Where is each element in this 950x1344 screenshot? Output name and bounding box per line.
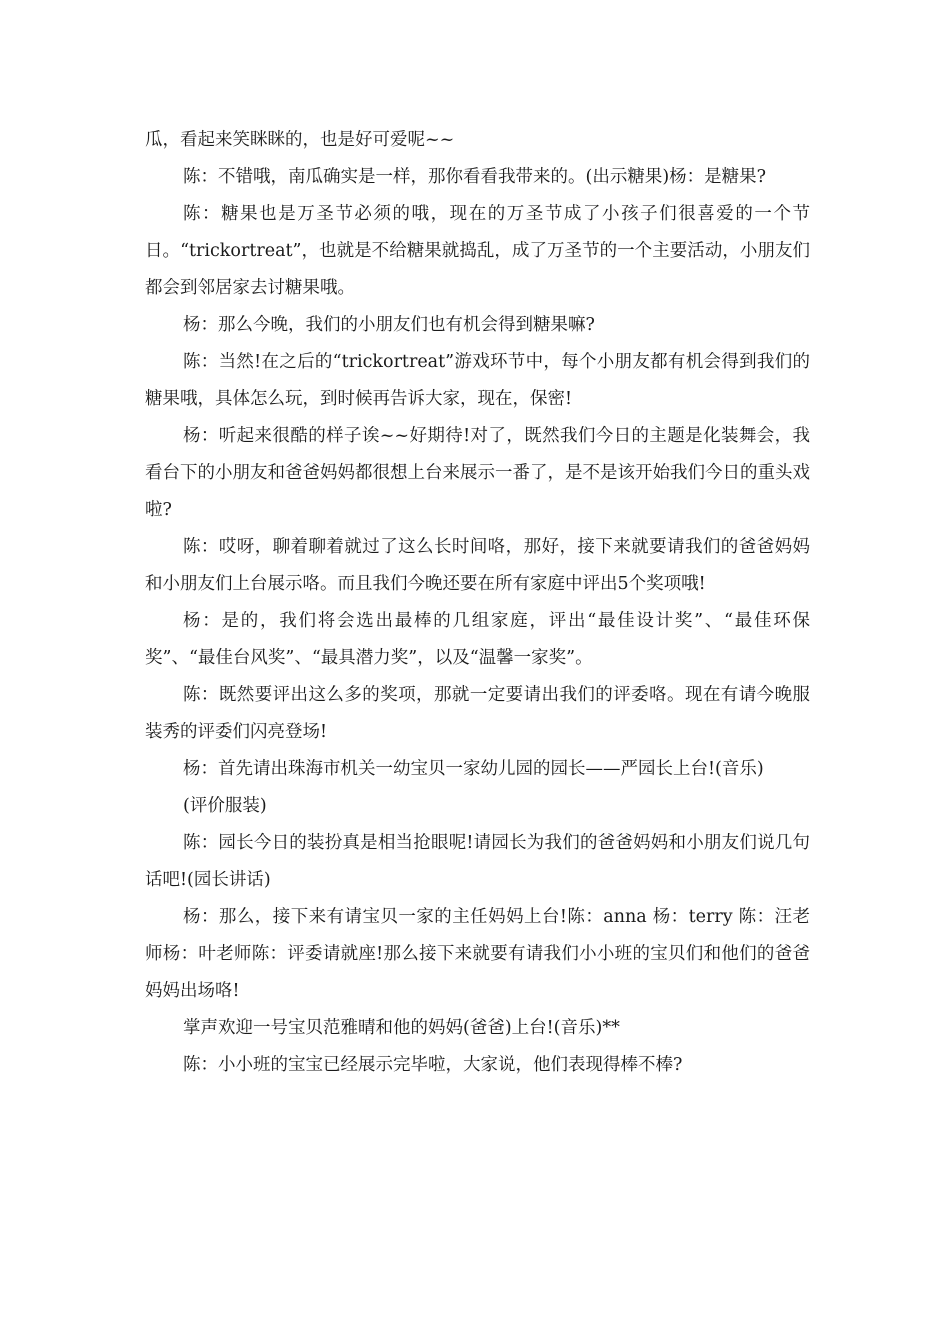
paragraph-2: 陈：不错哦，南瓜确实是一样，那你看看我带来的。(出示糖果)杨：是糖果? <box>183 167 767 187</box>
paragraph-8: 杨：是的，我们将会选出最棒的几组家庭，评出“最佳设计奖”、“最佳环保奖”、“最佳台风奖”、“最具潜力奖”，以及“温馨一家奖”。 <box>145 611 810 668</box>
paragraph-15: 陈：小小班的宝宝已经展示完毕啦，大家说，他们表现得棒不棒? <box>183 1055 683 1075</box>
paragraph-9: 陈：既然要评出这么多的奖项，那就一定要请出我们的评委咯。现在有请今晚服装秀的评委们闪亮登场! <box>145 685 810 742</box>
document-body <box>145 122 810 1084</box>
paragraph-14: 掌声欢迎一号宝贝范雅晴和他的妈妈(爸爸)上台!(音乐)** <box>183 1018 620 1038</box>
paragraph-7: 陈：哎呀，聊着聊着就过了这么长时间咯，那好，接下来就要请我们的爸爸妈妈和小朋友们上台展示咯。而且我们今晚还要在所有家庭中评出5个奖项哦! <box>145 537 810 594</box>
paragraph-6: 杨：听起来很酷的样子诶~~好期待!对了，既然我们今日的主题是化装舞会，我看台下的小朋友和爸爸妈妈都很想上台来展示一番了，是不是该开始我们今日的重头戏啦? <box>145 426 810 520</box>
paragraph-4: 杨：那么今晚，我们的小朋友们也有机会得到糖果嘛? <box>183 315 595 335</box>
paragraph-10: 杨：首先请出珠海市机关一幼宝贝一家幼儿园的园长——严园长上台!(音乐) <box>183 759 764 779</box>
paragraph-13: 杨：那么，接下来有请宝贝一家的主任妈妈上台!陈：anna 杨：terry 陈：汪老师杨：叶老师陈：评委请就座!那么接下来就要有请我们小小班的宝贝们和他们的爸爸妈妈出场咯! <box>145 907 810 1001</box>
paragraph-12: 陈：园长今日的装扮真是相当抢眼呢!请园长为我们的爸爸妈妈和小朋友们说几句话吧!(园长讲话) <box>145 833 810 890</box>
paragraph-11: (评价服装) <box>183 796 267 816</box>
paragraph-3: 陈：糖果也是万圣节必须的哦，现在的万圣节成了小孩子们很喜爱的一个节日。“trickortreat”，也就是不给糖果就捣乱，成了万圣节的一个主要活动，小朋友们都会到邻居家去讨糖果哦。 <box>145 204 810 298</box>
paragraph-5: 陈：当然!在之后的“trickortreat”游戏环节中，每个小朋友都有机会得到我们的糖果哦，具体怎么玩，到时候再告诉大家，现在，保密! <box>145 352 810 409</box>
paragraph-1: 瓜，看起来笑眯眯的，也是好可爱呢~~ <box>145 130 455 150</box>
